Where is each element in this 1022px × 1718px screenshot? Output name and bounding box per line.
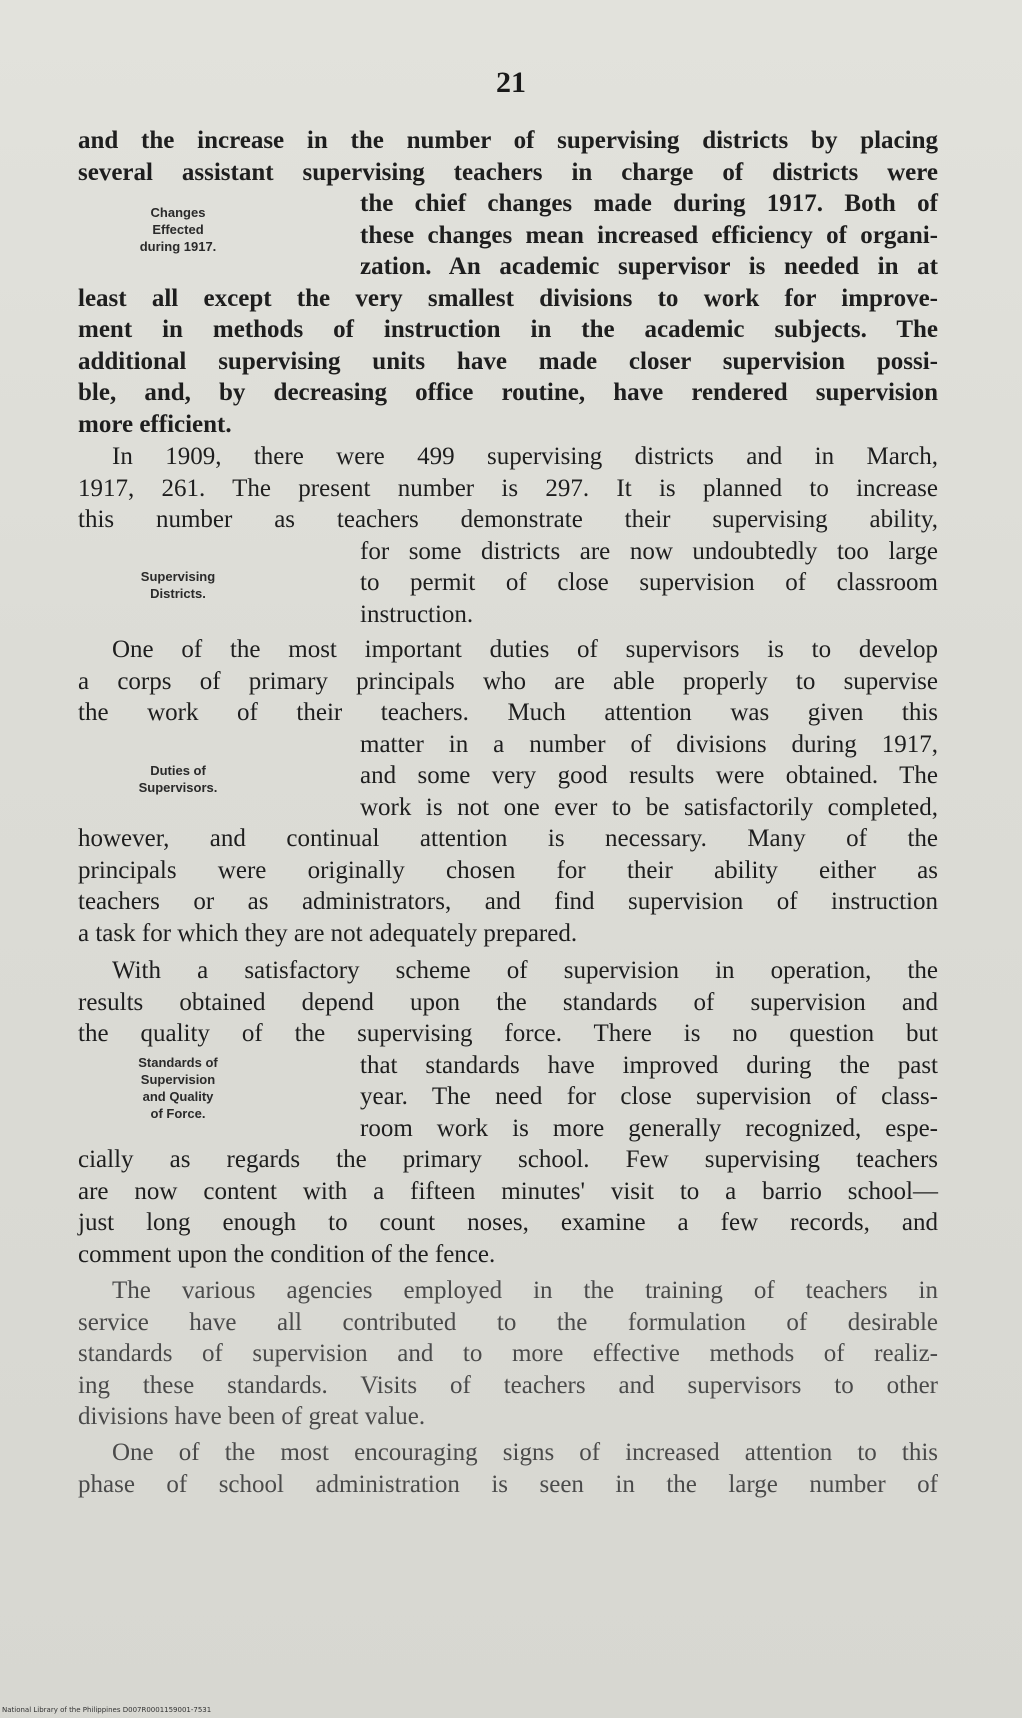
text-line: and some very good results were obtained. The [360,762,938,789]
text-line: instruction. [360,600,474,628]
text-line: the work of their teachers. Much attention was given this [78,699,938,726]
paragraph-2 [78,441,938,630]
text-line: ble, and, by decreasing office routine, have rendered supervision [78,379,938,406]
text-line: work is not one ever to be satisfactorily completed, [360,793,938,821]
sidenote-line: Supervisors. [138,780,218,795]
sidenote-line: Duties of [150,763,206,778]
text-line: just long enough to count noses, examine a few records, and [78,1209,938,1236]
sidenote-line: during 1917. [139,239,217,254]
sidenote-line: Changes [150,205,206,220]
text-line: teachers or as administrators, and find supervision of instruction [78,888,938,915]
sidenote-line: Standards of [138,1055,218,1070]
sidenote-line: Supervision [140,1072,216,1087]
text-line: room work is more generally recognized, espe- [360,1114,938,1142]
sidenote-line: Effected [152,222,204,237]
text-line: In 1909, there were 499 supervising districts and in March, [112,443,938,470]
sidenote-line: Districts. [150,586,206,601]
text-line: the quality of the supervising force. There is no question but [78,1020,938,1047]
text-line: several assistant supervising teachers in charge of districts were [78,158,938,186]
text-line: ment in methods of instruction in the academic subjects. The [78,316,938,343]
paragraph-4 [78,955,938,1270]
text-line: however, and continual attention is necessary. Many of the [78,825,938,852]
text-line: service have all contributed to the formulation of desirable [78,1308,938,1336]
text-line: The various agencies employed in the training of teachers in [112,1277,938,1304]
text-line: more efficient. [78,410,232,438]
sidenote-line: of Force. [150,1106,206,1121]
text-line: principals were originally chosen for their ability either as [78,856,938,884]
text-line: ing these standards. Visits of teachers and supervisors to other [78,1371,938,1399]
text-line: With a satisfactory scheme of supervision in operation, the [112,957,938,984]
sidenote-line: and Quality [142,1089,214,1104]
text-line: divisions have been of great value. [78,1403,426,1430]
text-line: for some districts are now undoubtedly too large [360,537,938,565]
text-line: this number as teachers demonstrate their supervising ability, [78,506,938,533]
text-line: a task for which they are not adequately prepared. [78,919,578,947]
text-line: standards of supervision and to more effective methods of realiz- [78,1340,938,1367]
text-line: 1917, 261. The present number is 297. It is planned to increase [78,474,938,502]
text-line: One of the most important duties of supervisors is to develop [112,636,938,663]
text-line: that standards have improved during the past [360,1051,938,1079]
text-line: a corps of primary principals who are able properly to supervise [78,667,938,695]
text-line: zation. An academic supervisor is needed in at [360,253,938,280]
scan-footer: National Library of the Philippines D007R0001159001-7531 [2,1706,212,1714]
text-line: these changes mean increased efficiency of organi- [360,221,938,249]
page-number: 21 [496,66,526,99]
text-line: the chief changes made during 1917. Both of [360,190,938,217]
text-line: to permit of close supervision of classroom [360,569,938,596]
text-line: phase of school administration is seen in the large number of [78,1470,938,1498]
text-line: matter in a number of divisions during 1917, [360,730,938,758]
text-line: cially as regards the primary school. Few supervising teachers [78,1146,938,1173]
text-line: comment upon the condition of the fence. [78,1240,496,1268]
text-line: results obtained depend upon the standards of supervision and [78,988,938,1016]
text-line: and the increase in the number of supervising districts by placing [78,127,938,154]
paragraph-6 [78,1437,938,1500]
text-line: year. The need for close supervision of class- [360,1083,938,1110]
paragraph-3 [78,634,938,949]
text-line: are now content with a fifteen minutes' visit to a barrio school— [78,1177,938,1205]
text-line: additional supervising units have made closer supervision possi- [78,347,938,375]
paragraph-1 [78,125,938,440]
text-line: One of the most encouraging signs of increased attention to this [112,1439,938,1466]
text-line: least all except the very smallest divisions to work for improve- [78,284,938,312]
sidenote-line: Supervising [140,569,216,584]
paragraph-5 [78,1275,938,1433]
